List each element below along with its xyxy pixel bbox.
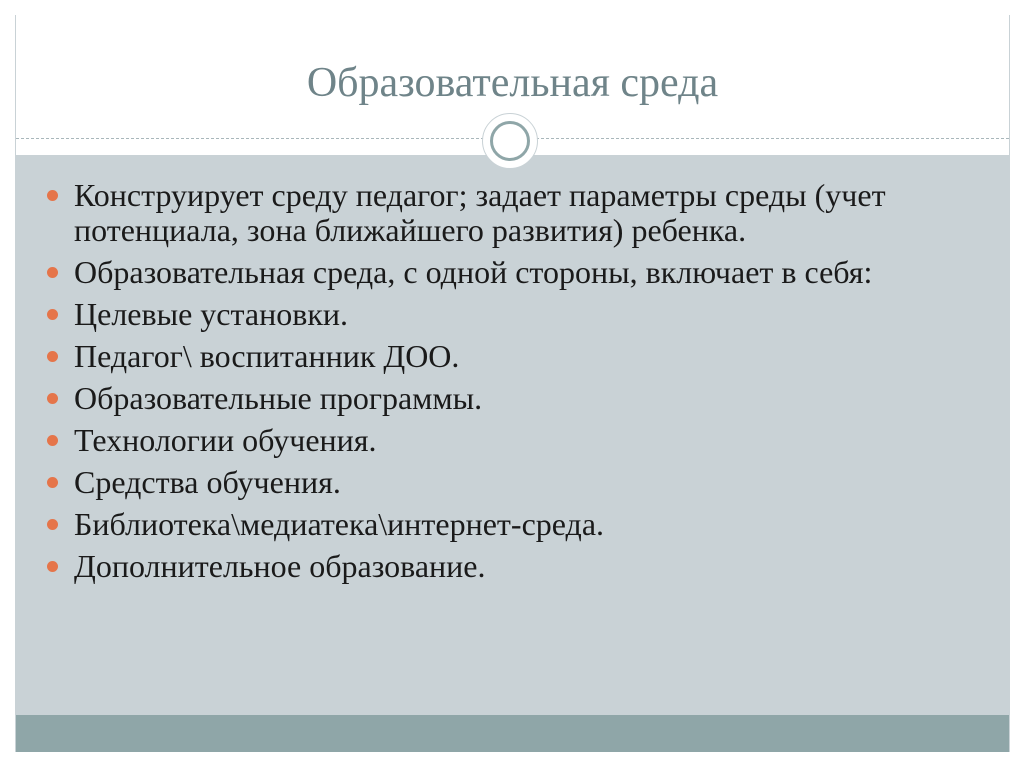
- list-item: [44, 178, 974, 248]
- bullet-dot-icon: [47, 309, 58, 320]
- bullet-dot-icon: [47, 351, 58, 362]
- list-item: [44, 507, 974, 542]
- bullet-dot-icon: [47, 561, 58, 572]
- slide-title: Образовательная среда: [306, 60, 719, 106]
- bullet-dot-icon: [47, 519, 58, 530]
- list-item: [44, 297, 974, 332]
- bullet-dot-icon: [47, 435, 58, 446]
- bullet-list: [44, 178, 974, 591]
- content-area: [16, 155, 1009, 715]
- bullet-dot-icon: [47, 190, 58, 201]
- list-item-text: Образовательная среда, с одной стороны, включает в себя:: [74, 254, 873, 290]
- list-item-text: Технологии обучения.: [74, 422, 377, 458]
- ring-inner: [490, 121, 530, 161]
- list-item-text: Целевые установки.: [74, 296, 348, 332]
- list-item-text: Дополнительное образование.: [74, 548, 486, 584]
- list-item: [44, 423, 974, 458]
- ring-icon: [482, 113, 538, 169]
- footer-bar: [16, 715, 1009, 752]
- list-item-text: Средства обучения.: [74, 464, 341, 500]
- list-item: [44, 255, 974, 290]
- bullet-dot-icon: [47, 393, 58, 404]
- list-item: [44, 465, 974, 500]
- list-item-text: Педагог\ воспитанник ДОО.: [74, 338, 460, 374]
- list-item: [44, 339, 974, 374]
- bullet-dot-icon: [47, 477, 58, 488]
- list-item: [44, 549, 974, 584]
- list-item: [44, 381, 974, 416]
- slide: [15, 15, 1010, 752]
- list-item-text: Библиотека\медиатека\интернет-среда.: [74, 506, 605, 542]
- list-item-text: Образовательные программы.: [74, 380, 483, 416]
- list-item-text: Конструирует среду педагог; задает параметры среды (учет потенциала, зона ближайшего развития) ребенка.: [74, 177, 886, 248]
- bullet-dot-icon: [47, 267, 58, 278]
